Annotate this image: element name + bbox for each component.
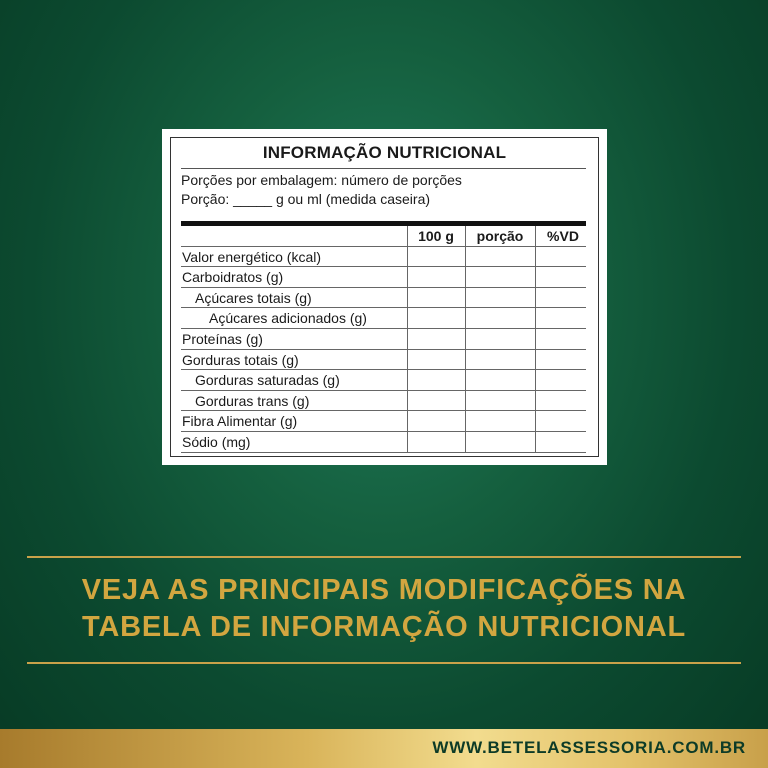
headline-line-1: VEJA AS PRINCIPAIS MODIFICAÇÕES NA <box>81 574 687 606</box>
table-row <box>181 391 586 412</box>
table-row <box>181 329 586 350</box>
table-row <box>181 350 586 371</box>
column-header-100g: 100 g <box>418 228 454 244</box>
nutrition-label-image <box>162 129 607 465</box>
table-header-row <box>181 226 586 247</box>
portion-size: Porção: _____ g ou ml (medida caseira) <box>181 191 431 207</box>
table-row <box>181 370 586 391</box>
table-row <box>181 247 586 268</box>
table-row <box>181 267 586 288</box>
nutrient-name: Sódio (mg) <box>182 433 251 450</box>
nutrition-table <box>181 226 586 453</box>
table-row <box>181 432 586 453</box>
nutrient-name: Gorduras totais (g) <box>182 351 299 368</box>
column-header-portion: porção <box>476 228 524 244</box>
footer-bar <box>0 729 768 768</box>
nutrition-label-frame <box>170 137 599 457</box>
label-title: INFORMAÇÃO NUTRICIONAL <box>262 143 507 162</box>
table-row <box>181 288 586 309</box>
nutrient-name: Proteínas (g) <box>182 330 263 347</box>
portions-per-package: Porções por embalagem: número de porções <box>181 172 462 188</box>
nutrient-name: Açúcares adicionados (g) <box>209 310 367 327</box>
nutrient-name: Carboidratos (g) <box>182 269 284 286</box>
nutrient-name: Açúcares totais (g) <box>195 289 312 306</box>
table-row <box>181 411 586 432</box>
table-row <box>181 308 586 329</box>
nutrient-name: Fibra Alimentar (g) <box>182 413 298 430</box>
gold-divider-top <box>27 556 741 558</box>
nutrient-name: Gorduras trans (g) <box>195 392 310 409</box>
headline-line-2: TABELA DE INFORMAÇÃO NUTRICIONAL <box>82 611 686 643</box>
column-header-vd: %VD <box>547 228 579 244</box>
gold-divider-bottom <box>27 662 741 664</box>
website-url: WWW.BETELASSESSORIA.COM.BR <box>432 738 746 757</box>
nutrient-name: Gorduras saturadas (g) <box>195 372 340 389</box>
title-divider <box>181 168 586 169</box>
nutrient-name: Valor energético (kcal) <box>182 248 322 265</box>
